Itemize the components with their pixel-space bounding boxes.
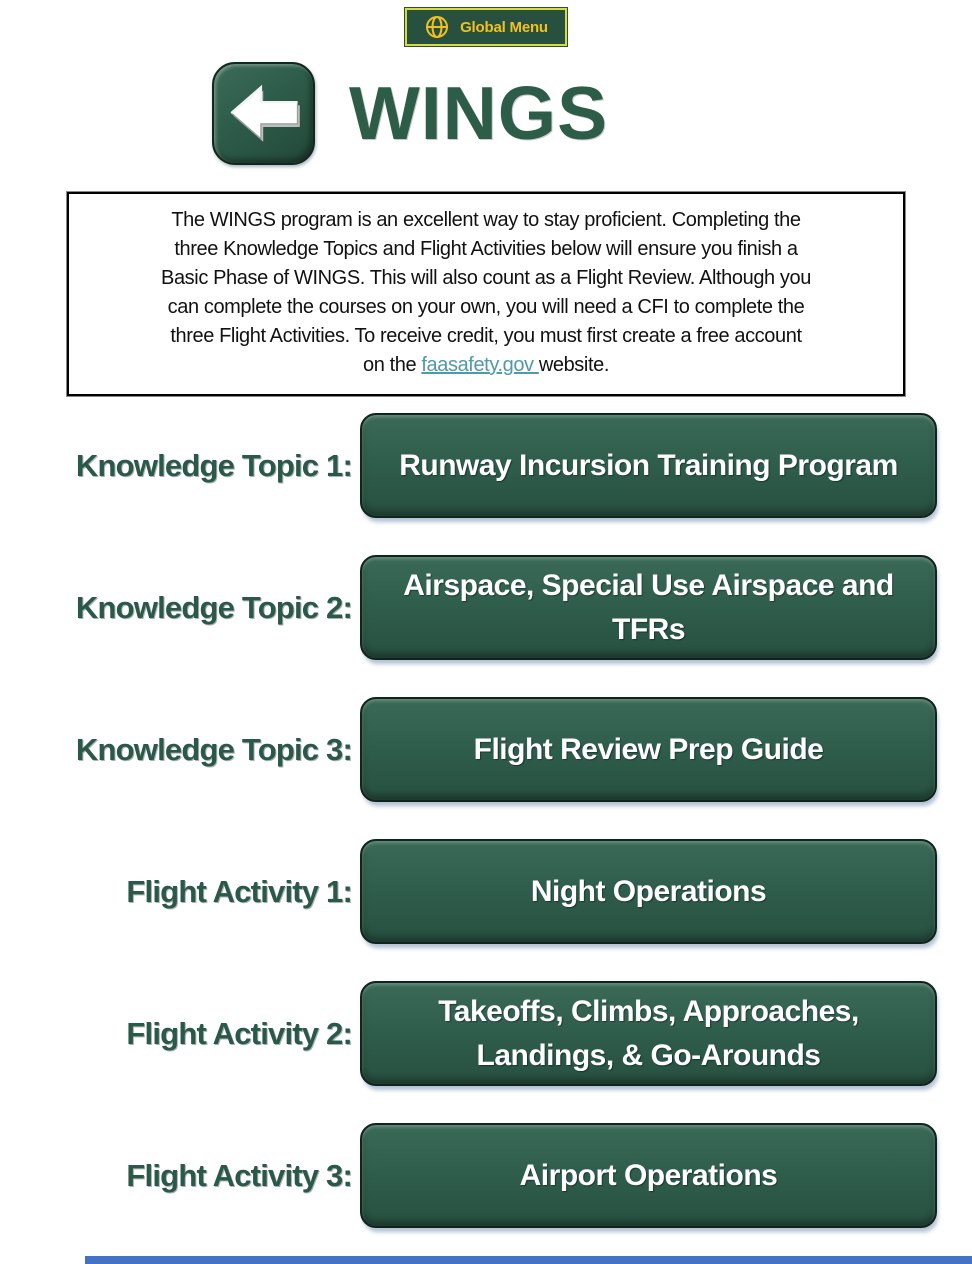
row-label: Flight Activity 1: [126,873,352,909]
intro-line: Basic Phase of WINGS. This will also count as a Flight Review. Although you [161,267,811,289]
row-flight-activity-2 [0,981,972,1086]
runway-incursion-button[interactable] [360,413,937,518]
airspace-tfrs-button[interactable] [360,555,937,660]
bottom-accent-bar [85,1256,972,1264]
button-label: Flight Review Prep Guide [473,732,824,766]
takeoffs-landings-button[interactable] [360,981,937,1086]
faasafety-link[interactable]: faasafety.gov [421,354,539,376]
flight-review-prep-button[interactable] [360,697,937,802]
page-title: WINGS [349,71,609,155]
row-label: Knowledge Topic 3: [75,731,352,767]
back-arrow-icon [225,78,303,148]
back-button[interactable] [212,62,315,165]
intro-last-line-prefix: on the [363,354,422,376]
button-label: Airspace, Special Use Airspace and TFRs [403,568,894,646]
intro-line: The WINGS program is an excellent way to stay proficient. Completing the [171,209,801,231]
row-flight-activity-1 [0,839,972,944]
intro-line: can complete the courses on your own, you will need a CFI to complete the [167,296,805,318]
intro-line: three Flight Activities. To receive credit, you must first create a free account [170,325,802,347]
night-operations-button[interactable] [360,839,937,944]
row-label: Knowledge Topic 1: [75,447,352,483]
row-label: Flight Activity 2: [126,1015,352,1051]
global-menu-bar [0,0,972,46]
intro-line: three Knowledge Topics and Flight Activities below will ensure you finish a [174,238,798,260]
button-label: Airport Operations [519,1158,778,1192]
row-knowledge-topic-2 [0,555,972,660]
airport-operations-button[interactable] [360,1123,937,1228]
row-knowledge-topic-1 [0,413,972,518]
global-menu-label: Global Menu [460,18,548,36]
topic-rows [0,413,972,1228]
intro-last-line [87,351,885,380]
page-header [212,60,972,166]
globe-icon [424,14,450,40]
row-flight-activity-3 [0,1123,972,1228]
button-label: Runway Incursion Training Program [399,448,898,482]
button-label: Night Operations [530,874,767,908]
row-label: Knowledge Topic 2: [75,589,352,625]
global-menu-button[interactable] [405,8,567,46]
intro-last-line-suffix: website. [538,354,609,376]
row-label: Flight Activity 3: [126,1157,352,1193]
row-knowledge-topic-3 [0,697,972,802]
button-label: Takeoffs, Climbs, Approaches, Landings, & Go-Arounds [438,994,859,1072]
intro-text-box [67,192,905,396]
